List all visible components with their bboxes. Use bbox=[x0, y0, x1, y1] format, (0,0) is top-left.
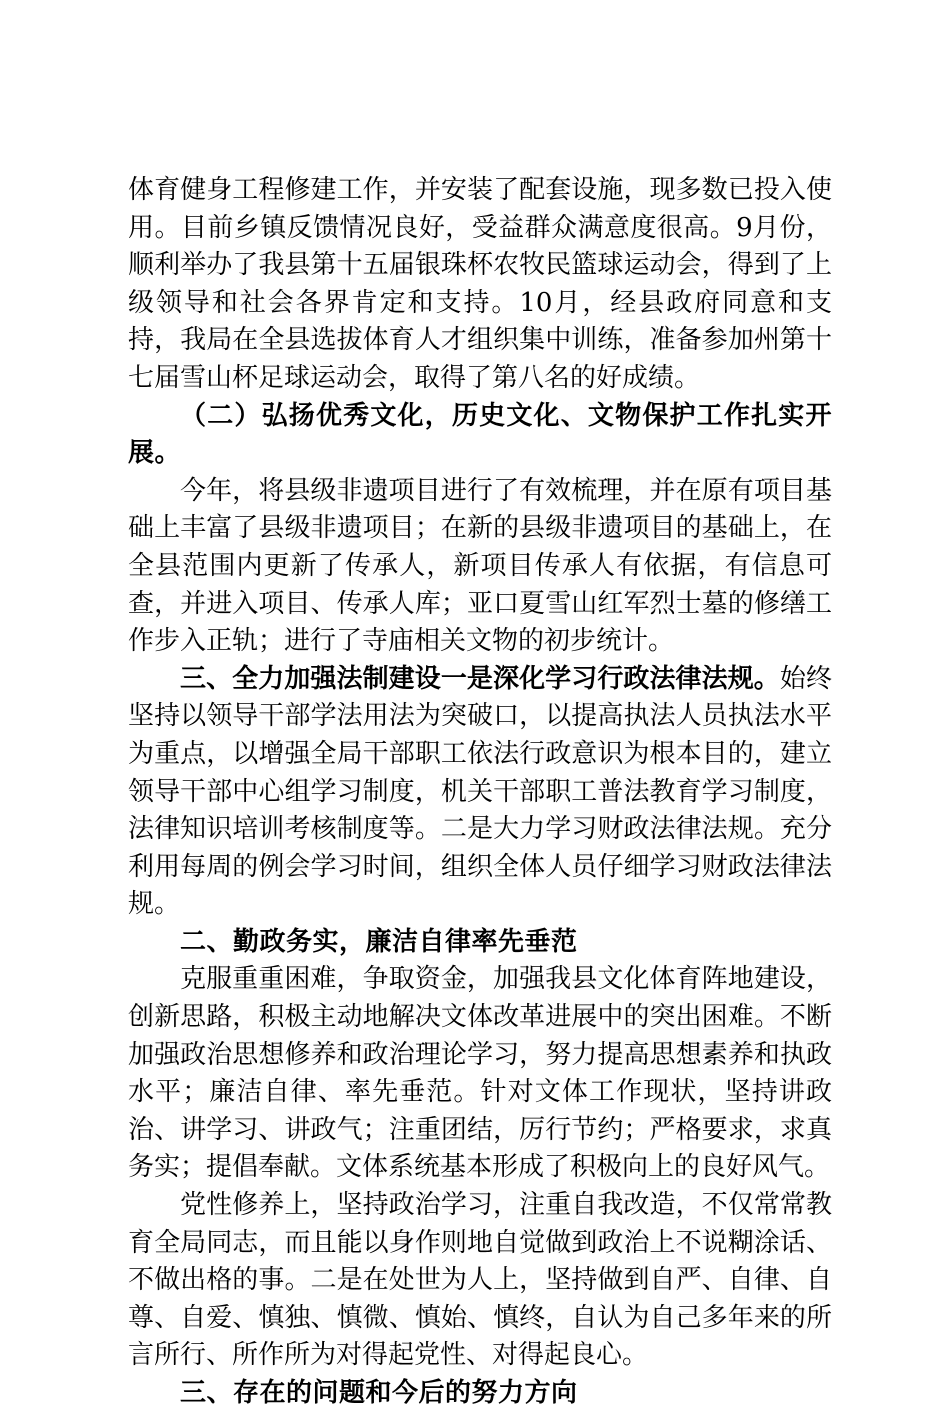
paragraph-party-spirit: 党性修养上，坚持政治学习，注重自我改造，不仅常常教育全局同志，而且能以身作则地自觉做到政治上不说糊涂话、不做出格的事。二是在处世为人上，坚持做到自严、自律、自尊、自爱、慎独、慎微、慎始、慎终，自认为自己多年来的所言所行、所作所为对得起党性、对得起良心。 bbox=[128, 1190, 832, 1371]
paragraph-heritage: 今年，将县级非遗项目进行了有效梳理，并在原有项目基础上丰富了县级非遗项目；在新的县级非遗项目的基础上，在全县范围内更新了传承人，新项目传承人有依据，有信息可查，并进入项目、传承人库；亚口夏雪山红军烈士墓的修缮工作步入正轨；进行了寺庙相关文物的初步统计。 bbox=[128, 475, 832, 657]
heading-problems-direction: 三、存在的问题和今后的努力方向 bbox=[180, 1378, 578, 1408]
paragraph-legal-construction bbox=[128, 661, 832, 924]
paragraph-legal-construction-lead: 三、全力加强法制建设一是深化学习行政法律法规。 bbox=[180, 663, 780, 694]
document-body bbox=[128, 172, 832, 1413]
paragraph-legal-construction-text: 始终坚持以领导干部学法用法为突破口，以提高执法人员执法水平为重点，以增强全局干部职工依法行政意识为根本目的，建立领导干部中心组学习制度，机关干部职工普法教育学习制度，法律知识培训考核制度等。二是大力学习财政法律法规。充分利用每周的例会学习时间，组织全体人员仔细学习财政法律法规。 bbox=[128, 663, 832, 920]
paragraph-sports-projects: 体育健身工程修建工作，并安装了配套设施，现多数已投入使用。目前乡镇反馈情况良好，受益群众满意度很高。9月份，顺利举办了我县第十五届银珠杯农牧民篮球运动会，得到了上级领导和社会各界肯定和支持。10月，经县政府同意和支持，我局在全县选拔体育人才组织集中训练，准备参加州第十七届雪山杯足球运动会，取得了第八名的好成绩。 bbox=[128, 175, 832, 393]
heading-integrity: 二、勤政务实，廉洁自律率先垂范 bbox=[180, 926, 578, 957]
paragraph-integrity: 克服重重困难，争取资金，加强我县文化体育阵地建设，创新思路，积极主动地解决文体改革进展中的突出困难。不断加强政治思想修养和政治理论学习，努力提高思想素养和执政水平；廉洁自律、率先垂范。针对文体工作现状，坚持讲政治、讲学习、讲政气；注重团结，厉行节约；严格要求，求真务实；提倡奉献。文体系统基本形成了积极向上的良好风气。 bbox=[128, 964, 832, 1183]
heading-culture-protection: （二）弘扬优秀文化，历史文化、文物保护工作扎实开展。 bbox=[128, 400, 832, 469]
